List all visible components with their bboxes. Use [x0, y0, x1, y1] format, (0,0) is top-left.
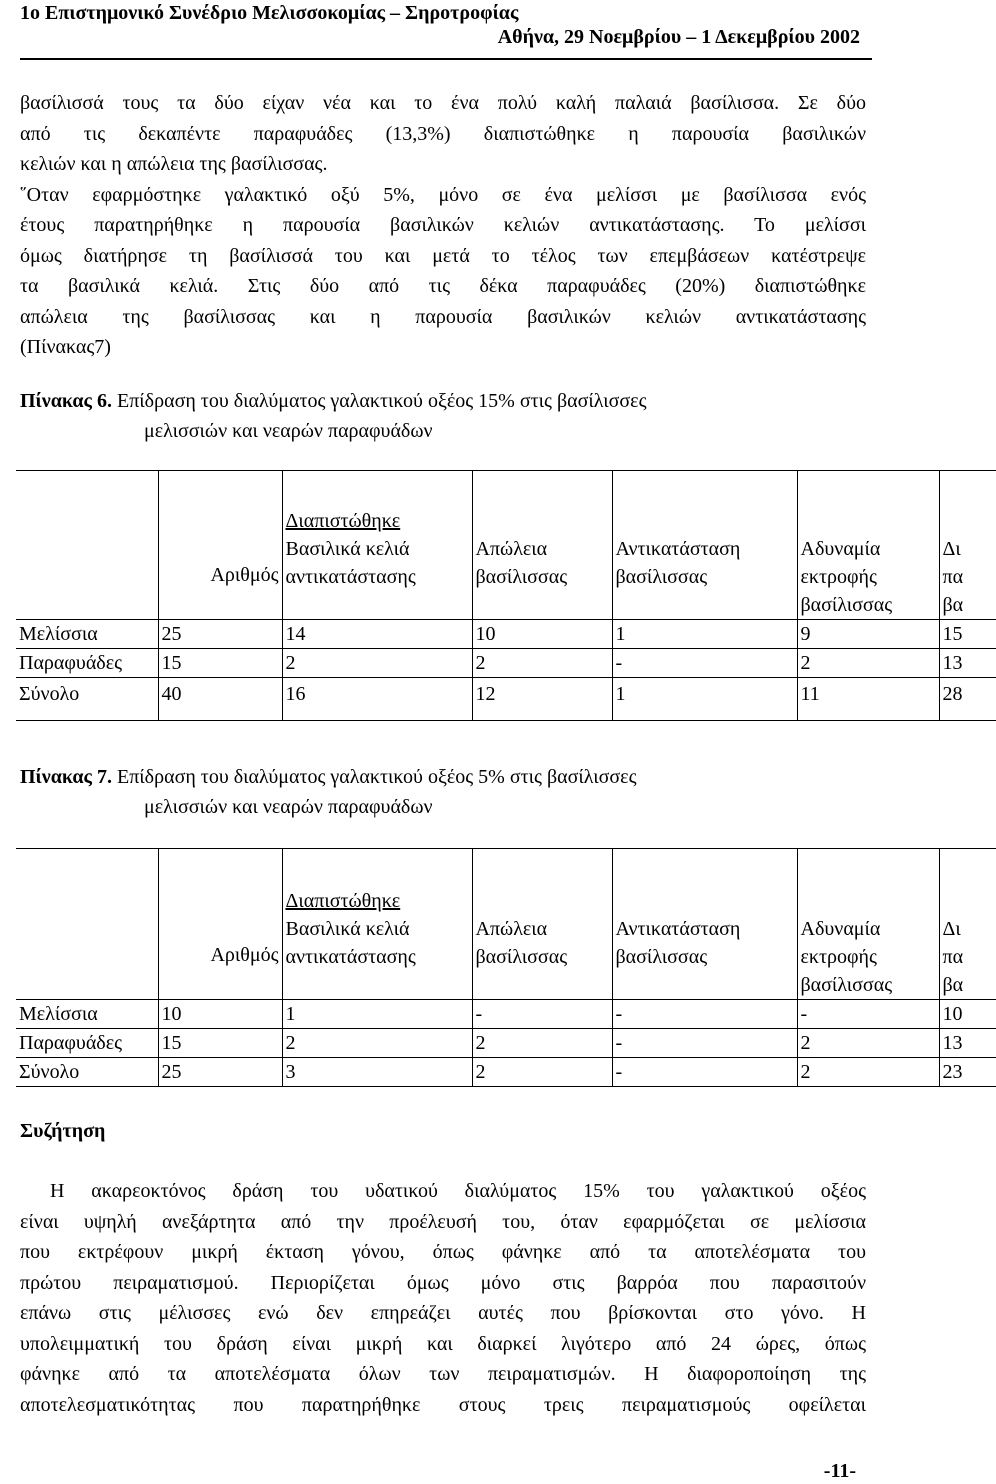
row-name: Μελίσσια	[16, 620, 158, 649]
table7-title-line2: μελισσιών και νεαρών παραφυάδων	[144, 796, 433, 818]
table-row	[16, 1058, 996, 1087]
header-last-line1: Δι	[942, 538, 961, 560]
row-last: 10	[939, 1000, 996, 1029]
row-repl: 1	[612, 678, 797, 721]
row-last: 13	[939, 1029, 996, 1058]
text-line: πρώτου πειραματισμού. Περιορίζεται όμως μόνο στις βαρρόα που παρασιτούν	[20, 1271, 866, 1294]
intro-paragraph	[20, 88, 866, 363]
row-repl: -	[612, 1029, 797, 1058]
header-weak-line3: βασίλισσας	[800, 974, 893, 996]
discussion-paragraph	[20, 1176, 866, 1420]
row-last: 28	[939, 678, 996, 721]
row-loss: 12	[472, 678, 612, 721]
text-line: είναι υψηλή ανεξάρτητα από την προέλευσή του, όταν εφαρμόζεται σε μελίσσια	[20, 1210, 866, 1233]
row-weak: 2	[797, 1058, 939, 1087]
row-cells: 3	[282, 1058, 472, 1087]
row-cells: 14	[282, 620, 472, 649]
header-cells	[282, 849, 472, 1000]
header-count: Αριθμός	[158, 849, 282, 1000]
header-replacement	[612, 849, 797, 1000]
table6	[16, 470, 964, 721]
header-observed: Διαπιστώθηκε	[285, 890, 401, 912]
row-loss: 2	[472, 649, 612, 678]
row-cells: 1	[282, 1000, 472, 1029]
row-weak: 2	[797, 649, 939, 678]
row-last: 13	[939, 649, 996, 678]
row-repl: -	[612, 1058, 797, 1087]
text-line: κελιών και η απώλεια της βασίλισσας.	[20, 153, 328, 175]
header-replacement	[612, 471, 797, 620]
header-weak-line1: Αδυναμία	[800, 918, 881, 940]
header-weak-line2: εκτροφής	[800, 946, 877, 968]
text-line: ῞Οταν εφαρμόστηκε γαλακτικό οξύ 5%, μόνο σε ένα μελίσσι με βασίλισσα ενός	[20, 183, 866, 206]
header-weakness	[797, 471, 939, 620]
header-loss-line1: Απώλεια	[475, 538, 548, 560]
table-row	[16, 620, 996, 649]
row-repl: 1	[612, 620, 797, 649]
row-name: Σύνολο	[16, 678, 158, 721]
header-last-line3: βα	[942, 974, 964, 996]
row-name: Παραφυάδες	[16, 649, 158, 678]
text-line: βασίλισσά τους τα δύο είχαν νέα και το ένα πολύ καλή παλαιά βασίλισσα. Σε δύο	[20, 92, 866, 114]
header-cells-line2: αντικατάστασης	[285, 946, 416, 968]
row-count: 15	[158, 649, 282, 678]
header-last-line3: βα	[942, 594, 964, 616]
text-line: επάνω στις μέλισσες ενώ δεν επηρεάζει αυτές που βρίσκονται στο γόνο. Η	[20, 1302, 866, 1324]
row-count: 40	[158, 678, 282, 721]
table7-caption	[20, 762, 637, 822]
row-count: 10	[158, 1000, 282, 1029]
header-weakness	[797, 849, 939, 1000]
table6-caption	[20, 386, 647, 446]
row-loss: 2	[472, 1058, 612, 1087]
page-header	[20, 0, 872, 60]
header-repl-line2: βασίλισσας	[615, 946, 708, 968]
text-line: απώλεια της βασίλισσας και η παρουσία βασιλικών κελιών αντικατάστασης	[20, 305, 866, 328]
text-line: όμως διατήρησε τη βασίλισσά του και μετά το τέλος των επεμβάσεων κατέστρεψε	[20, 244, 866, 267]
row-cells: 2	[282, 649, 472, 678]
header-loss-line2: βασίλισσας	[475, 566, 568, 588]
page-number: -11-	[823, 1460, 856, 1482]
row-name: Μελίσσια	[16, 1000, 158, 1029]
row-count: 25	[158, 1058, 282, 1087]
row-loss: 10	[472, 620, 612, 649]
header-weak-line3: βασίλισσας	[800, 594, 893, 616]
header-observed: Διαπιστώθηκε	[285, 510, 401, 532]
header-loss-line1: Απώλεια	[475, 918, 548, 940]
conference-dates: Αθήνα, 29 Νοεμβρίου – 1 Δεκεμβρίου 2002	[497, 26, 860, 48]
table6-title-line1: Επίδραση του διαλύματος γαλακτικού οξέος 15% στις βασίλισσες	[116, 390, 647, 412]
text-line: από τις δεκαπέντε παραφυάδες (13,3%) διαπιστώθηκε η παρουσία βασιλικών	[20, 122, 866, 145]
row-loss: -	[472, 1000, 612, 1029]
header-last-line2: πα	[942, 566, 964, 588]
header-cells	[282, 471, 472, 620]
row-repl: -	[612, 1000, 797, 1029]
row-weak: -	[797, 1000, 939, 1029]
text-line: (Πίνακας7)	[20, 336, 111, 358]
conference-title: 1ο Επιστημονικό Συνέδριο Μελισσοκομίας – Σηροτροφίας	[20, 2, 519, 24]
table-row	[16, 649, 996, 678]
text-line: τα βασιλικά κελιά. Στις δύο από τις δέκα παραφυάδες (20%) διαπιστώθηκε	[20, 275, 866, 297]
header-weak-line1: Αδυναμία	[800, 538, 881, 560]
header-last-line2: πα	[942, 946, 964, 968]
header-last-line1: Δι	[942, 918, 961, 940]
header-count: Αριθμός	[158, 471, 282, 620]
row-weak: 9	[797, 620, 939, 649]
row-repl: -	[612, 649, 797, 678]
discussion-heading: Συζήτηση	[20, 1120, 106, 1142]
header-repl-line2: βασίλισσας	[615, 566, 708, 588]
row-name: Παραφυάδες	[16, 1029, 158, 1058]
header-cells-line1: Βασιλικά κελιά	[285, 538, 410, 560]
table-row	[16, 1000, 996, 1029]
table7-label: Πίνακας 7.	[20, 766, 112, 788]
row-loss: 2	[472, 1029, 612, 1058]
header-repl-line1: Αντικατάσταση	[615, 538, 741, 560]
header-loss-line2: βασίλισσας	[475, 946, 568, 968]
row-count: 25	[158, 620, 282, 649]
header-loss	[472, 849, 612, 1000]
table7	[16, 848, 964, 1087]
row-weak: 2	[797, 1029, 939, 1058]
header-cells-line1: Βασιλικά κελιά	[285, 918, 410, 940]
header-last	[939, 849, 996, 1000]
header-repl-line1: Αντικατάσταση	[615, 918, 741, 940]
row-last: 15	[939, 620, 996, 649]
table6-title-line2: μελισσιών και νεαρών παραφυάδων	[144, 420, 433, 442]
row-name: Σύνολο	[16, 1058, 158, 1087]
header-last	[939, 471, 996, 620]
table-row	[16, 678, 996, 721]
row-cells: 2	[282, 1029, 472, 1058]
row-last: 23	[939, 1058, 996, 1087]
text-line: υπολειμματική του δράση είναι μικρή και διαρκεί λιγότερο από 24 ώρες, όπως	[20, 1332, 866, 1355]
row-cells: 16	[282, 678, 472, 721]
header-loss	[472, 471, 612, 620]
text-line: Η ακαρεοκτόνος δράση του υδατικού διαλύματος 15% του γαλακτικού οξέος	[50, 1180, 866, 1202]
text-line: φάνηκε από τα αποτελέσματα όλων των πειραματισμών. Η διαφοροποίηση της	[20, 1363, 866, 1385]
header-cells-line2: αντικατάστασης	[285, 566, 416, 588]
row-weak: 11	[797, 678, 939, 721]
text-line: αποτελεσματικότητας που παρατηρήθηκε στους τρεις πειραματισμούς οφείλεται	[20, 1393, 866, 1416]
table6-label: Πίνακας 6.	[20, 390, 112, 412]
header-weak-line2: εκτροφής	[800, 566, 877, 588]
text-line: έτους παρατηρήθηκε η παρουσία βασιλικών κελιών αντικατάστασης. Το μελίσσι	[20, 214, 866, 236]
table-row	[16, 1029, 996, 1058]
table7-title-line1: Επίδραση του διαλύματος γαλακτικού οξέος 5% στις βασίλισσες	[116, 766, 637, 788]
text-line: που εκτρέφουν μικρή έκταση γόνου, όπως φάνηκε από τα αποτελέσματα του	[20, 1241, 866, 1263]
row-count: 15	[158, 1029, 282, 1058]
